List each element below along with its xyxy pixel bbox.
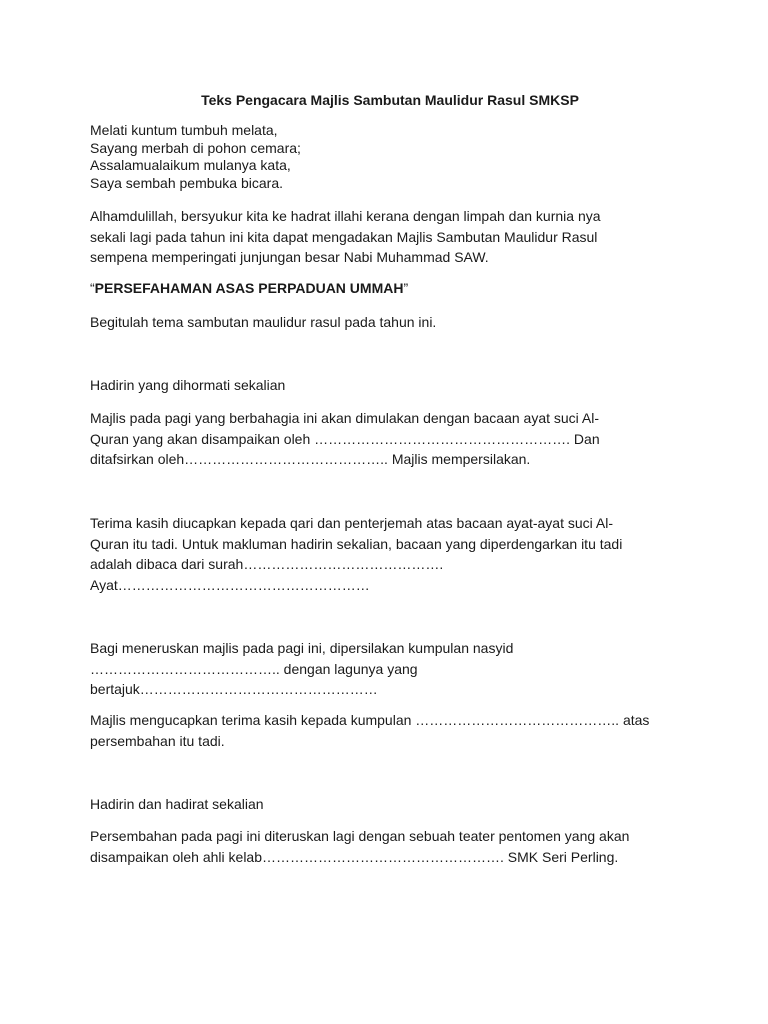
document-title: Teks Pengacara Majlis Sambutan Maulidur Rasul SMKSP — [201, 92, 579, 108]
theme-note: Begitulah tema sambutan maulidur rasul pada tahun ini. — [90, 314, 437, 330]
pantun-line: Assalamualaikum mulanya kata, — [90, 157, 291, 173]
theme-text: PERSEFAHAMAN ASAS PERPADUAN UMMAH — [94, 280, 404, 296]
pantun-line: Melati kuntum tumbuh melata, — [90, 122, 278, 138]
paragraph-line: Terima kasih diucapkan kepada qari dan penterjemah atas bacaan ayat-ayat suci Al- — [90, 515, 613, 531]
opening-pantun — [90, 122, 690, 192]
paragraph-line: sekali lagi pada tahun ini kita dapat mengadakan Majlis Sambutan Maulidur Rasul — [90, 228, 598, 245]
greeting-ladies-gentlemen: Hadirin dan hadirat sekalian — [90, 796, 264, 812]
paragraph-line: Alhamdulillah, bersyukur kita ke hadrat illahi kerana dengan limpah dan kurnia nya — [90, 208, 601, 224]
paragraph-line: sempena memperingati junjungan besar Nabi Muhammad SAW. — [90, 249, 489, 265]
greeting-honoured-guests: Hadirin yang dihormati sekalian — [90, 377, 286, 393]
paragraph-line: disampaikan oleh ahli kelab……………………………………………. SMK Seri Perling. — [90, 848, 619, 865]
teater-paragraph — [90, 826, 690, 867]
paragraph-line: Quran itu tadi. Untuk makluman hadirin sekalian, bacaan yang diperdengarkan itu tadi — [90, 535, 623, 552]
pantun-line: Saya sembah pembuka bicara. — [90, 174, 283, 191]
paragraph-line: Quran yang akan disampaikan oleh ………………………………………………. Dan — [90, 430, 600, 447]
paragraph-line: Persembahan pada pagi ini diteruskan lagi dengan sebuah teater pentomen yang akan — [90, 828, 630, 844]
opening-paragraph — [90, 206, 690, 268]
nasyid-thanks-paragraph — [90, 710, 690, 751]
pantun-line: Sayang merbah di pohon cemara; — [90, 139, 301, 156]
document-page — [90, 0, 690, 1024]
paragraph-line: Ayat……………………………………………… — [90, 576, 370, 593]
paragraph-line: Majlis mengucapkan terima kasih kepada kumpulan …………………………………….. atas — [90, 712, 650, 728]
paragraph-line: adalah dibaca dari surah……………………………………. — [90, 556, 444, 572]
theme-close-quote: ” — [403, 280, 409, 296]
theme-heading — [90, 278, 690, 299]
paragraph-line: persembahan itu tadi. — [90, 732, 225, 749]
quran-thanks-paragraph — [90, 513, 690, 595]
paragraph-line: ditafsirkan oleh…………………………………….. Majlis mempersilakan. — [90, 451, 531, 467]
paragraph-line: bertajuk…………………………………………… — [90, 681, 378, 697]
quran-intro-paragraph — [90, 408, 690, 470]
nasyid-intro-paragraph — [90, 638, 690, 700]
paragraph-line: ………………………………….. dengan lagunya yang — [90, 660, 418, 677]
paragraph-line: Majlis pada pagi yang berbahagia ini akan dimulakan dengan bacaan ayat suci Al- — [90, 410, 600, 426]
paragraph-line: Bagi meneruskan majlis pada pagi ini, dipersilakan kumpulan nasyid — [90, 640, 514, 656]
theme-open-quote: “ — [90, 280, 95, 296]
